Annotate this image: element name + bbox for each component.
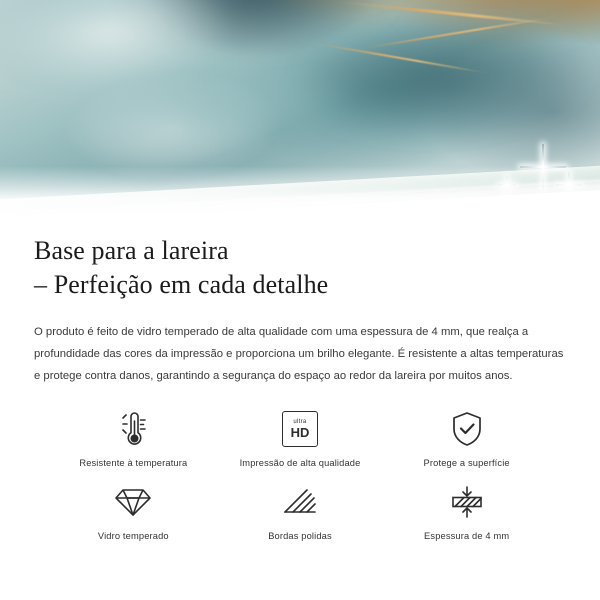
- product-description-text: O produto é feito de vidro temperado de alta qualidade com uma espessura de 4 mm, que realça a profundidade das cores da impressão e proporciona um brilho elegante. É resistente a altas temperaturas e protege contra danos, garantindo a segurança do espaço ao redor da lareira por muitos anos.: [34, 325, 564, 382]
- diamond-icon: [114, 482, 152, 522]
- headline-line-2: – Perfeição em cada detalhe: [34, 270, 329, 300]
- feature-label: Vidro temperado: [97, 530, 169, 541]
- feature-item-surface-protection: [383, 409, 550, 468]
- hero-image-inner: [0, 0, 600, 218]
- feature-item-print-quality: [217, 409, 384, 468]
- page-title: [34, 234, 566, 303]
- hero-fade-overlay: [0, 166, 600, 218]
- feature-item-polished-edges: [217, 482, 384, 541]
- shield-check-icon: [450, 409, 484, 449]
- ultra-hd-badge-main: HD: [290, 424, 310, 440]
- ultra-hd-icon: [282, 409, 318, 449]
- feature-label: Protege a superfície: [423, 457, 510, 468]
- feature-item-temperature: [50, 409, 217, 468]
- feature-label: Resistente à temperatura: [79, 457, 188, 468]
- thermometer-icon: [115, 409, 151, 449]
- feature-item-tempered-glass: [50, 482, 217, 541]
- content-block: [0, 234, 600, 541]
- polished-edges-icon: [281, 482, 319, 522]
- feature-label: Bordas polidas: [268, 530, 332, 541]
- thickness-arrows-icon: [447, 482, 487, 522]
- hero-image: [0, 0, 600, 218]
- feature-label: Espessura de 4 mm: [424, 530, 510, 541]
- ultra-hd-badge-top: ultra: [293, 418, 307, 425]
- feature-label: Impressão de alta qualidade: [239, 457, 361, 468]
- feature-grid: [34, 409, 566, 541]
- headline-line-1: Base para a lareira: [34, 236, 229, 265]
- feature-item-thickness: [383, 482, 550, 541]
